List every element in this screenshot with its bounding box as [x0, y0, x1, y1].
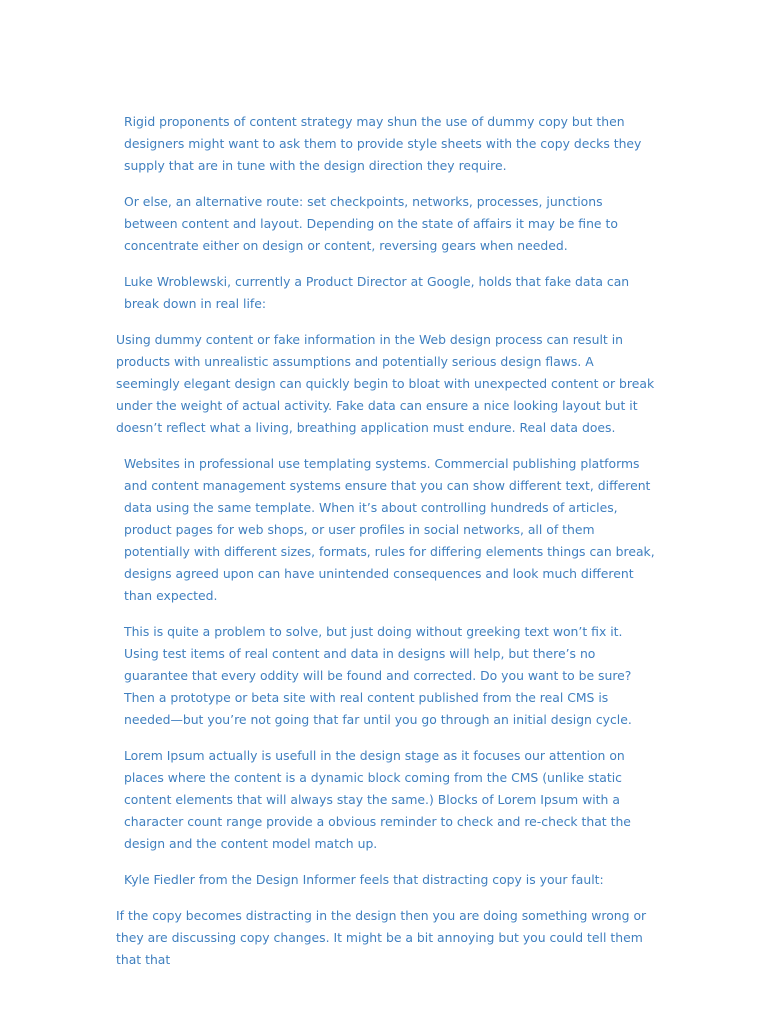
- paragraph: Rigid proponents of content strategy may shun the use of dummy copy but then designers might want to ask them to provide style sheets with the copy decks they supply that are in tune with the design direction they require.: [124, 114, 642, 173]
- paragraph: Kyle Fiedler from the Design Informer feels that distracting copy is your fault:: [124, 872, 604, 887]
- block-quote: If the copy becomes distracting in the design then you are doing something wrong or they are discussing copy changes. It might be a bit annoying but you could tell them that that: [116, 908, 647, 967]
- paragraph: Lorem Ipsum actually is usefull in the design stage as it focuses our attention on places where the content is a dynamic block coming from the CMS (unlike static content elements that will always stay the same.) Blocks of Lorem Ipsum with a character count range provide a obvious reminder to check and re-check that the design and the content model match up.: [124, 748, 631, 851]
- paragraph: This is quite a problem to solve, but just doing without greeking text won’t fix it. Using test items of real content and data in designs will help, but there’s no guarantee that every oddity will be found and corrected. Do you want to be sure? Then a prototype or beta site with real content published from the real CMS is needed—but you’re not going that far until you go through an initial design cycle.: [124, 624, 632, 727]
- document-body: [116, 111, 656, 985]
- block-quote: Using dummy content or fake information in the Web design process can result in products with unrealistic assumptions and potentially serious design flaws. A seemingly elegant design can quickly begin to bloat with unexpected content or break under the weight of actual activity. Fake data can ensure a nice looking layout but it doesn’t reflect what a living, breathing application must endure. Real data does.: [116, 332, 655, 435]
- paragraph: Luke Wroblewski, currently a Product Director at Google, holds that fake data can break down in real life:: [124, 274, 630, 311]
- paragraph: Or else, an alternative route: set checkpoints, networks, processes, junctions between content and layout. Depending on the state of affairs it may be fine to concentrate either on design or content, reversing gears when needed.: [124, 194, 618, 253]
- paragraph: Websites in professional use templating systems. Commercial publishing platforms and content management systems ensure that you can show different text, different data using the same template. When it’s about controlling hundreds of articles, product pages for web shops, or user profiles in social networks, all of them potentially with different sizes, formats, rules for differing elements things can break, designs agreed upon can have unintended consequences and look much different than expected.: [124, 456, 655, 603]
